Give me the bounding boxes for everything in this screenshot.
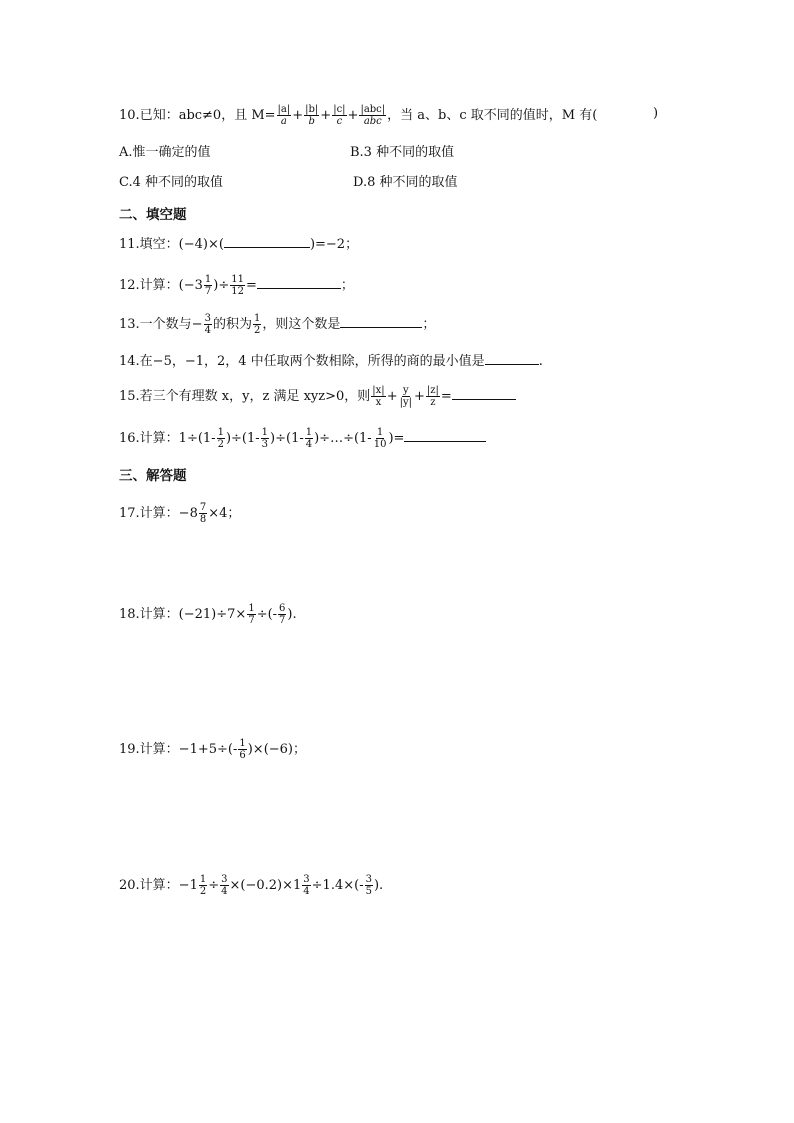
fraction: $\frac{3}{4}$ [303,874,310,897]
fraction: $\frac{|x|}{x}$ [372,385,385,408]
question-10: 10.已知：abc≠0，且 M= $\frac{|a|}{a}$ + $\frac{|b|}{b}$ + $\frac{|c|}{c}$ + $\frac{\text{|abc|}}{\text{abc}}$ ，当 a、b、c 取不同的值时，M 有( [119,104,598,127]
fraction: $\frac{1}{2}$ [199,874,207,897]
answer-blank [340,315,422,328]
answer-blank [452,387,516,400]
option-d: D.8 种不同的取值 [353,175,458,190]
fraction: $\frac{6}{7}$ [279,603,286,626]
answer-blank [257,276,341,289]
answer-paren-close: ) [653,106,659,121]
fraction: $\frac{3}{5}$ [365,874,372,897]
fraction: $\frac{11}{12}$ [231,274,244,297]
fraction: $\frac{|b|}{b}$ [305,104,319,127]
question-19: 19.计算：−1+5÷(- $\frac{1}{6}$ )×(−6)； [119,738,307,761]
fraction: $\frac{1}{2}$ [253,313,261,336]
fraction: $\frac{|a|}{a}$ [277,104,291,127]
fraction: $\frac{1}{6}$ [239,738,246,761]
question-13: 13.一个数与− $\frac{3}{4}$ 的积为 $\frac{1}{2}$ ，则这个数是 ； [119,313,436,336]
option-b: B.3 种不同的取值 [350,145,455,160]
answer-blank [404,429,486,442]
option-c: C.4 种不同的取值 [119,175,224,190]
fraction: $\frac{1}{7}$ [248,603,255,626]
fraction: $\frac{\text{|abc|}}{\text{abc}}$ [360,104,386,127]
fraction: $\frac{3}{4}$ [221,874,228,897]
question-17: 17.计算：−8 $\frac{7}{8}$ ×4； [119,502,241,525]
section-heading-solve: 三、解答题 [119,468,187,484]
fraction: $\frac{1}{4}$ [305,427,313,450]
fraction: $\frac{1}{7}$ [204,274,212,297]
answer-blank [485,352,539,365]
q10-stem-end: ，当 a、b、c 取不同的值时，M 有( [387,108,598,123]
question-15: 15.若三个有理数 x，y，z 满足 xyz>0，则 $\frac{|x|}{x}$ + $\frac{y}{|y|}$ + $\frac{|z|}{z}$ = [119,385,516,408]
option-a: A.惟一确定的值 [119,145,211,160]
fraction: $\frac{1}{3}$ [261,427,269,450]
question-11: 11.填空：(−4)×( )=−2； [119,237,359,252]
q10-number: 10. [119,108,140,123]
question-14: 14.在−5，−1，2，4 中任取两个数相除，所得的商的最小值是 . [119,354,543,369]
fraction: $\frac{1}{10}$ [373,427,387,450]
fraction: $\frac{7}{8}$ [199,502,207,525]
question-18: 18.计算：(−21)÷7× $\frac{1}{7}$ ÷(- $\frac{6}{7}$ ). [119,603,297,626]
question-16: 16.计算：1÷(1- $\frac{1}{2}$ )÷(1- $\frac{1}{3}$ )÷(1- $\frac{1}{4}$ )÷…÷(1- $\frac{1}{10}$ )= [119,427,486,450]
q10-stem: 已知：abc≠0，且 M= [139,108,276,123]
section-heading-fill-blank: 二、填空题 [119,207,187,223]
fraction: $\frac{|z|}{z}$ [426,385,439,408]
question-12: 12.计算：(−3 $\frac{1}{7}$ )÷ $\frac{11}{12}$ = ； [119,274,354,297]
fraction: $\frac{y}{|y|}$ [399,385,412,408]
fraction: $\frac{|c|}{c}$ [333,104,346,127]
answer-blank [224,235,310,248]
fraction: $\frac{1}{2}$ [217,427,224,450]
fraction: $\frac{3}{4}$ [204,313,211,336]
question-20: 20.计算：−1 $\frac{1}{2}$ ÷ $\frac{3}{4}$ ×(−0.2)×1 $\frac{3}{4}$ ÷1.4×(- $\frac{3}{5}$ ). [119,874,384,897]
